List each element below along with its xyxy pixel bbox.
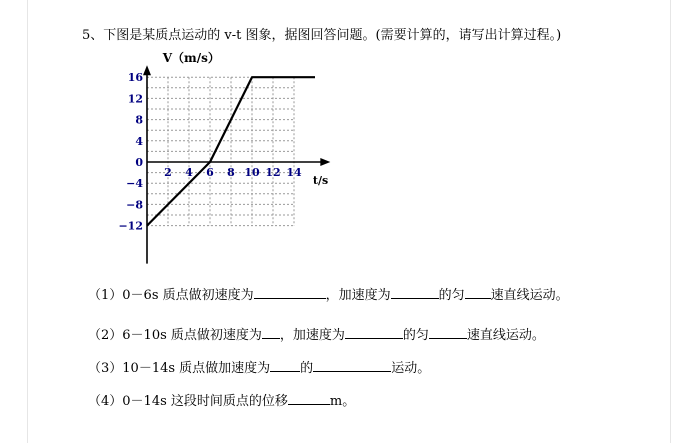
answer-line-3 [88,357,430,376]
question-title: 5、下图是某质点运动的 v-t 图象，据图回答问题。(需要计算的，请写出计算过程。) [82,28,562,43]
x-tick-label: 12 [265,166,281,179]
y-axis-arrow [143,65,151,75]
y-tick-label: 16 [127,71,143,85]
y-tick-label: 4 [135,134,143,148]
answer-2-blank-type[interactable] [429,326,467,339]
answer-line-1 [88,284,569,303]
answer-2-text-d: 速直线运动。 [466,328,545,343]
y-tick-label: −4 [126,177,143,191]
answer-3-blank-motion[interactable] [313,359,391,372]
y-axis-label: V（m/s） [162,51,220,65]
answer-4-text-b: m。 [329,394,356,409]
answer-2-blank-acceleration[interactable] [345,326,403,339]
answer-2-text-b: ，加速度为 [279,328,345,343]
answer-1-text-a: （1）0－6s 质点做初速度为 [88,288,254,303]
answer-3-text-a: （3）10－14s 质点做加速度为 [88,361,271,376]
y-tick-label: −12 [118,219,143,233]
answer-line-4 [88,390,355,409]
x-axis-arrow [320,158,330,166]
answer-2-text-c: 的匀 [402,328,429,343]
x-tick-label: 10 [244,166,260,179]
answer-1-text-d: 速直线运动。 [490,288,569,303]
x-tick-label: 2 [164,166,172,179]
answer-4-text-a: （4）0－14s 这段时间质点的位移 [88,394,288,409]
x-tick-label: 8 [227,166,235,179]
x-tick-label: 14 [286,166,302,179]
answer-1-blank-type[interactable] [465,286,491,299]
answer-2-blank-initial-velocity[interactable] [262,326,280,339]
answer-1-text-b: ，加速度为 [325,288,391,303]
answer-1-blank-initial-velocity[interactable] [254,286,326,299]
y-tick-label: 8 [135,113,143,127]
answer-1-text-c: 的匀 [438,288,465,303]
x-axis-label: t/s [312,174,329,187]
answer-line-2 [88,324,545,343]
answer-1-blank-acceleration[interactable] [391,286,439,299]
answer-3-blank-acceleration[interactable] [270,359,300,372]
y-tick-label: −8 [126,198,143,212]
y-tick-label: 0 [135,156,143,169]
answer-3-text-c: 运动。 [391,361,431,376]
y-tick-label: 12 [127,92,143,106]
x-tick-label: 6 [206,166,214,179]
x-tick-label: 4 [185,166,193,179]
answer-2-text-a: （2）6－10s 质点做初速度为 [88,328,262,343]
answer-3-text-b: 的 [300,361,314,376]
answer-4-blank-displacement[interactable] [288,392,330,405]
